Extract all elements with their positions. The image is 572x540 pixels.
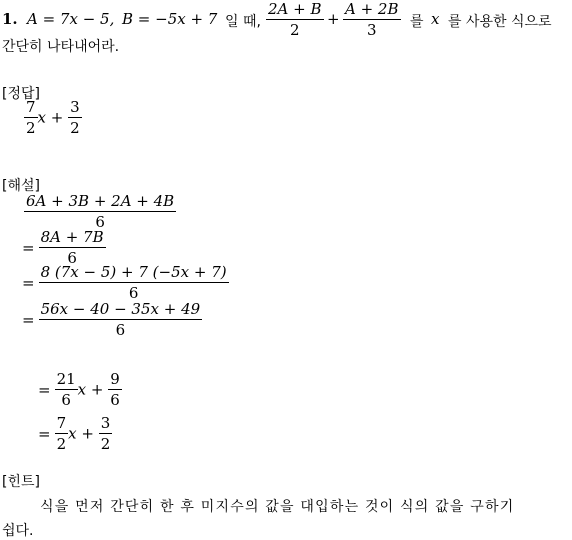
answer-label: [정답] <box>2 86 40 102</box>
frac2-numerator: A + 2B <box>345 0 399 18</box>
solution-step3: = $\frac{8 (7x - 5) + 7 (-5x + 7)}{6}$ <box>22 263 227 302</box>
hint-line1: 식을 먼저 간단히 한 후 미지수의 값을 대입하는 것이 식의 값을 구하기 <box>40 499 515 515</box>
fraction-a-plus-2b <box>343 0 401 39</box>
frac2-denominator: 3 <box>366 21 377 39</box>
fraction-2a-plus-b <box>266 0 324 39</box>
hint-line2: 쉽다. <box>2 523 34 539</box>
solution-step5: = $\frac{21}{6}$ x + $\frac{9}{6}$ <box>38 370 120 409</box>
plus-sign: + <box>327 10 340 28</box>
problem-line2: 간단히 나타내어라. <box>2 39 120 55</box>
condition-b: B = −5x + 7 <box>122 10 218 28</box>
answer-expression: $\frac{7}{2}$ x + $\frac{3}{2}$ <box>26 98 80 137</box>
frac1-numerator: 2A + B <box>268 0 322 18</box>
solution-step2: = $\frac{8A + 7B}{6}$ <box>22 228 104 267</box>
text-use2: 를 사용한 식으로 <box>448 14 552 30</box>
solution-label: [해설] <box>2 178 40 194</box>
frac1-denominator: 2 <box>289 21 300 39</box>
solution-step1: $\frac{6A + 3B + 2A + 4B}{6}$ <box>26 192 175 231</box>
hint-label: [힌트] <box>2 474 40 490</box>
solution-step4: = $\frac{56x - 40 - 35x + 49}{6}$ <box>22 300 201 339</box>
variable-x: x <box>431 10 440 28</box>
condition-a: A = 7x − 5, <box>27 10 115 28</box>
solution-step6: = $\frac{7}{2}$ x + $\frac{3}{2}$ <box>38 414 111 453</box>
text-use: 를 <box>410 14 424 30</box>
text-when: 일 때, <box>225 14 261 30</box>
problem-number: 1. <box>2 10 18 28</box>
